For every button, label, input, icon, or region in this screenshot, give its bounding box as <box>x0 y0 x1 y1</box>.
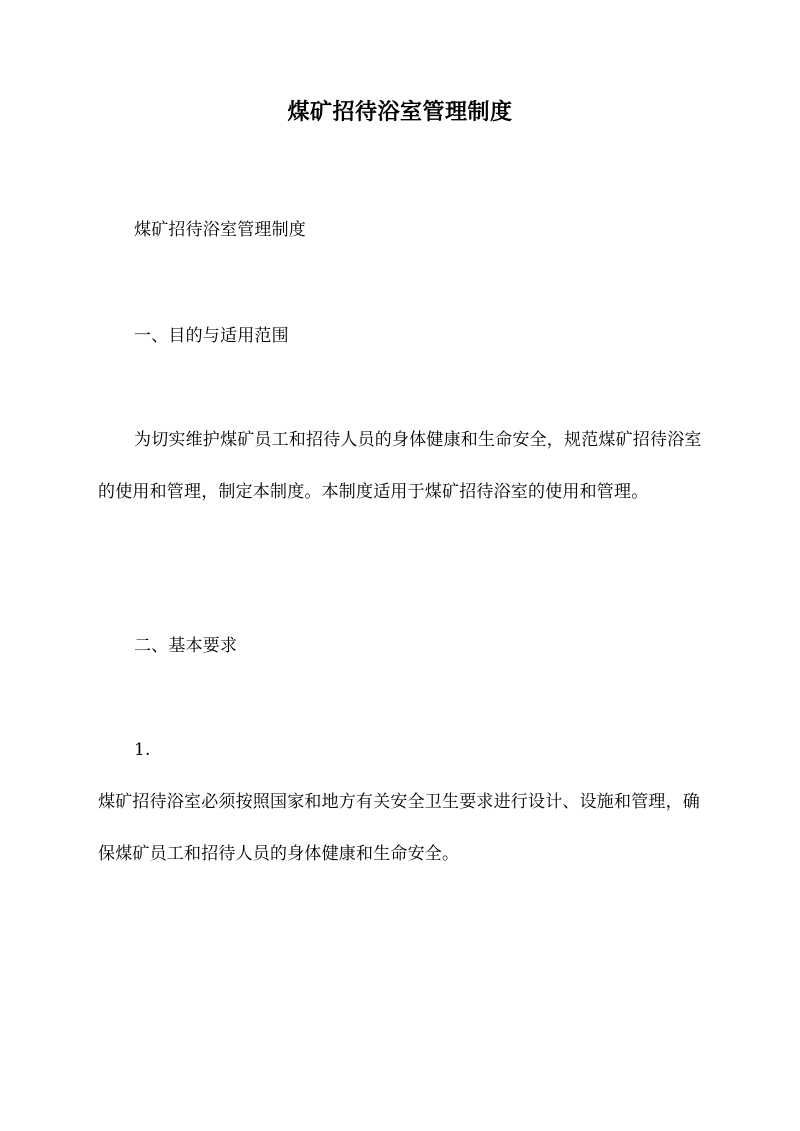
section-paragraph-purpose-scope: 为切实维护煤矿员工和招待人员的身体健康和生命安全，规范煤矿招待浴室的使用和管理，制定本制度。本制度适用于煤矿招待浴室的使用和管理。 <box>98 430 702 502</box>
section-heading-basic-requirements: 二、基本要求 <box>134 636 238 656</box>
document-subtitle: 煤矿招待浴室管理制度 <box>134 220 306 240</box>
list-item-number: 1. <box>134 740 151 760</box>
document-title: 煤矿招待浴室管理制度 <box>287 99 513 125</box>
list-item-text: 煤矿招待浴室必须按照国家和地方有关安全卫生要求进行设计、设施和管理，确保煤矿员工和招待人员的身体健康和生命安全。 <box>98 792 700 864</box>
section-heading-purpose-scope: 一、目的与适用范围 <box>134 326 289 346</box>
